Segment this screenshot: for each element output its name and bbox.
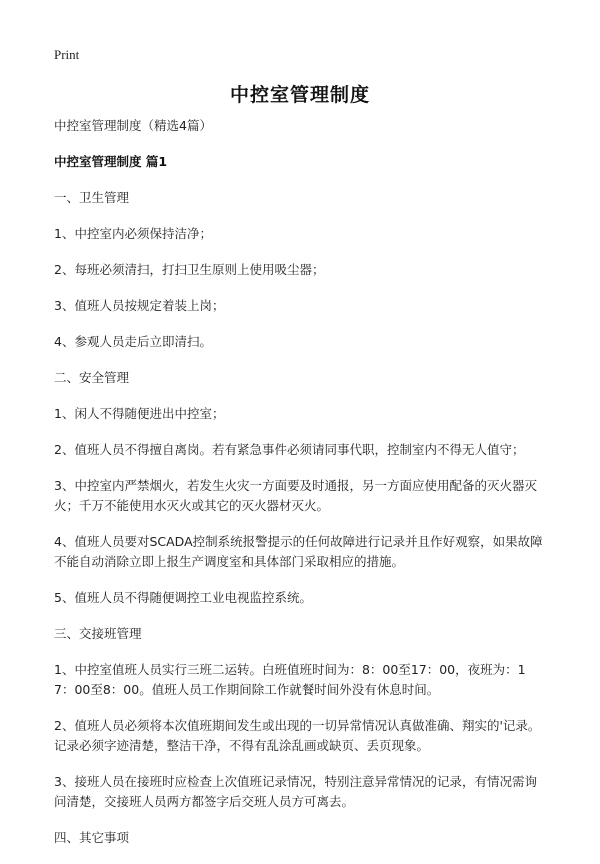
- document-paragraph: 中控室管理制度（精选4篇）: [54, 118, 212, 133]
- section-heading: 中控室管理制度 篇1: [54, 154, 168, 169]
- document-paragraph: 4、值班人员要对SCADA控制系统报警提示的任何故障进行记录并且作好观察，如果故障不能自动消除立即上报生产调度室和具体部门采取相应的措施。: [54, 534, 543, 569]
- document-paragraph: 2、值班人员必须将本次值班期间发生或出现的一切异常情况认真做准确、翔实的'记录。记录必须字迹清楚，整洁干净，不得有乱涂乱画或缺页、丢页现象。: [54, 718, 541, 753]
- document-paragraph: 5、值班人员不得随便调控工业电视监控系统。: [54, 590, 312, 605]
- document-title: 中控室管理制度: [229, 84, 370, 106]
- document-paragraph: 1、闲人不得随便进出中控室；: [54, 406, 225, 421]
- document-paragraph: 一、卫生管理: [54, 190, 130, 205]
- document-paragraph: 二、安全管理: [54, 370, 130, 385]
- document-paragraph: 2、每班必须清扫，打扫卫生原则上使用吸尘器；: [54, 262, 325, 277]
- document-paragraph: 1、中控室内必须保持洁净；: [54, 226, 212, 241]
- document-paragraph: 3、值班人员按规定着装上岗；: [54, 298, 225, 313]
- document-body: [54, 116, 546, 864]
- document-paragraph: 四、其它事项: [54, 830, 130, 845]
- document-paragraph: 三、交接班管理: [54, 626, 142, 641]
- document-paragraph: 2、值班人员不得擅自离岗。若有紧急事件必须请同事代职，控制室内不得无人值守；: [54, 442, 525, 457]
- print-link[interactable]: Print: [54, 47, 80, 62]
- document-paragraph: 1、中控室值班人员实行三班二运转。白班值班时间为：8：00至17：00，夜班为：17：00至8：00。值班人员工作期间除工作就餐时间外没有休息时间。: [54, 662, 526, 697]
- document-paragraph: 3、中控室内严禁烟火，若发生火灾一方面要及时通报，另一方面应使用配备的灭火器灭火；千万不能使用水灭火或其它的灭火器材灭火。: [54, 478, 537, 513]
- document-paragraph: 4、参观人员走后立即清扫。: [54, 334, 212, 349]
- document-paragraph: 3、接班人员在接班时应检查上次值班记录情况，特别注意异常情况的记录，有情况需询问清楚，交接班人员两方都签字后交班人员方可离去。: [54, 774, 537, 809]
